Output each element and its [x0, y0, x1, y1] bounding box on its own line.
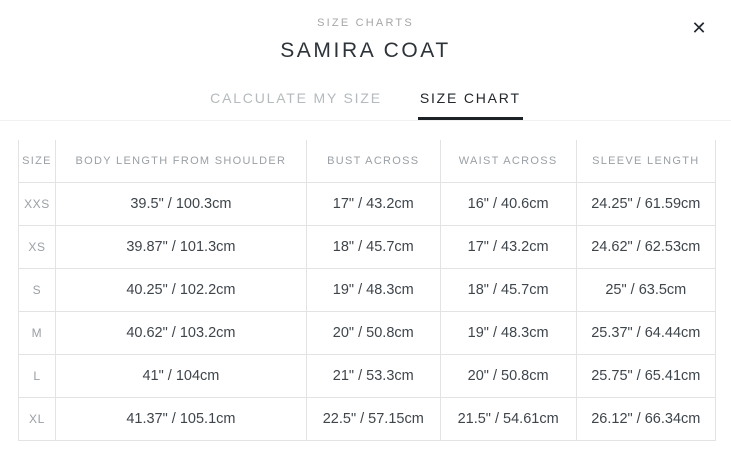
close-icon[interactable]: ✕: [687, 16, 711, 40]
column-header-body-length: BODY LENGTH FROM SHOULDER: [55, 140, 306, 182]
table-cell: 19" / 48.3cm: [306, 268, 440, 311]
table-cell: 26.12" / 66.34cm: [576, 397, 715, 440]
table-cell: 16" / 40.6cm: [440, 182, 576, 225]
header-row: [19, 140, 716, 182]
table-row-xs: [19, 225, 716, 268]
table-cell: 25.75" / 65.41cm: [576, 354, 715, 397]
page-title: SAMIRA COAT: [280, 39, 451, 62]
table-row-xl: [19, 397, 716, 440]
tab-bar: [0, 90, 731, 121]
column-header-size: SIZE: [19, 140, 56, 182]
table-cell: 22.5" / 57.15cm: [306, 397, 440, 440]
table-cell: 21" / 53.3cm: [306, 354, 440, 397]
column-header-sleeve: SLEEVE LENGTH: [576, 140, 715, 182]
size-charts-eyebrow: SIZE CHARTS: [317, 17, 414, 29]
table-cell: 17" / 43.2cm: [306, 182, 440, 225]
tab-calculate-my-size[interactable]: CALCULATE MY SIZE: [208, 90, 384, 120]
size-label: XXS: [19, 182, 56, 225]
table-cell: 40.25" / 102.2cm: [55, 268, 306, 311]
modal-header: [0, 0, 731, 63]
table-cell: 39.5" / 100.3cm: [55, 182, 306, 225]
size-label: S: [19, 268, 56, 311]
size-label: L: [19, 354, 56, 397]
column-header-bust: BUST ACROSS: [306, 140, 440, 182]
table-cell: 20" / 50.8cm: [440, 354, 576, 397]
table-cell: 41" / 104cm: [55, 354, 306, 397]
table-cell: 21.5" / 54.61cm: [440, 397, 576, 440]
table-row-s: [19, 268, 716, 311]
table-row-xxs: [19, 182, 716, 225]
table-row-l: [19, 354, 716, 397]
size-label: XL: [19, 397, 56, 440]
table-cell: 25" / 63.5cm: [576, 268, 715, 311]
table-cell: 40.62" / 103.2cm: [55, 311, 306, 354]
table-cell: 18" / 45.7cm: [306, 225, 440, 268]
table-cell: 41.37" / 105.1cm: [55, 397, 306, 440]
size-label: M: [19, 311, 56, 354]
size-label: XS: [19, 225, 56, 268]
table-cell: 24.62" / 62.53cm: [576, 225, 715, 268]
table-row-m: [19, 311, 716, 354]
table-cell: 25.37" / 64.44cm: [576, 311, 715, 354]
table-cell: 17" / 43.2cm: [440, 225, 576, 268]
table-cell: 18" / 45.7cm: [440, 268, 576, 311]
table-cell: 24.25" / 61.59cm: [576, 182, 715, 225]
table-cell: 20" / 50.8cm: [306, 311, 440, 354]
size-chart-table: [18, 140, 716, 441]
column-header-waist: WAIST ACROSS: [440, 140, 576, 182]
table-cell: 39.87" / 101.3cm: [55, 225, 306, 268]
table-cell: 19" / 48.3cm: [440, 311, 576, 354]
tab-size-chart[interactable]: SIZE CHART: [418, 90, 523, 120]
